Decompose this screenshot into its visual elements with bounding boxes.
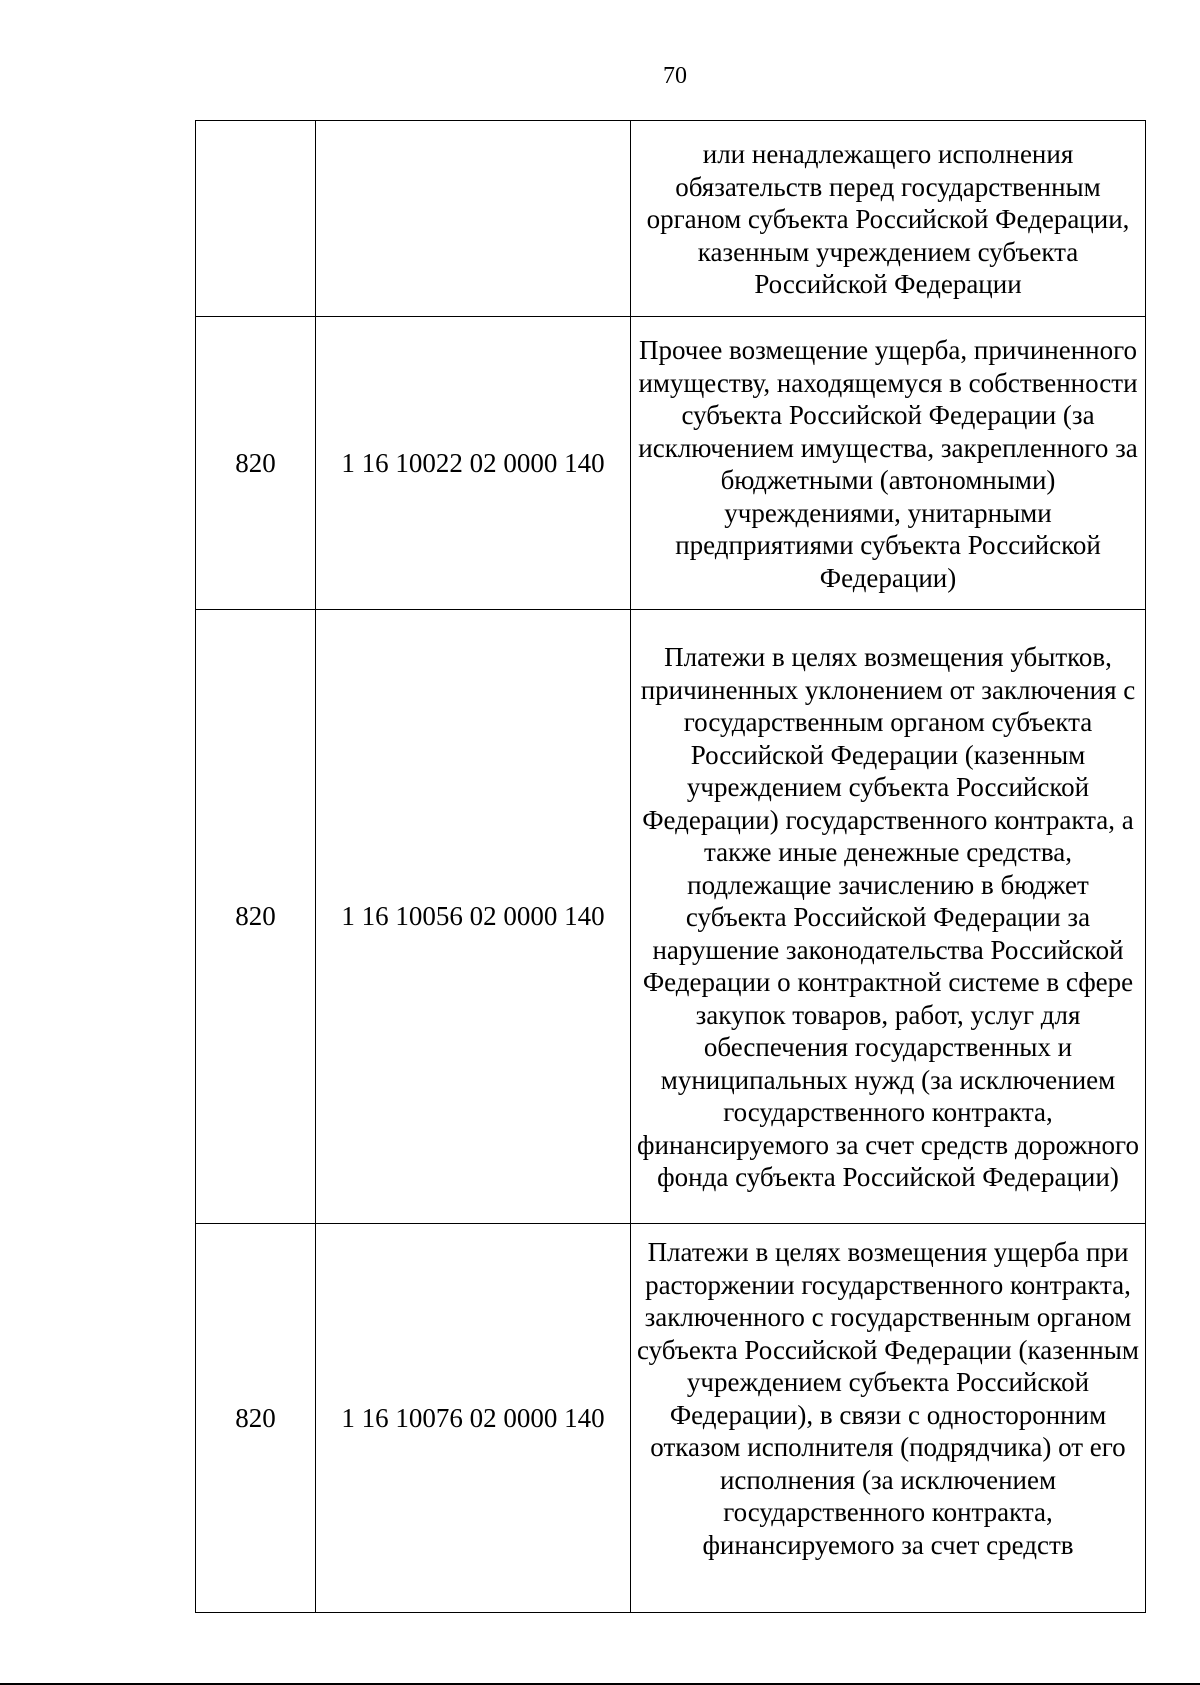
admin-code-cell: 820 [196,1224,316,1613]
table-row [196,121,1146,317]
budget-code-cell: 1 16 10022 02 0000 140 [316,317,631,610]
budget-codes-table [195,120,1146,1613]
budget-code-cell: 1 16 10076 02 0000 140 [316,1224,631,1613]
admin-code-cell: 820 [196,610,316,1224]
table-row [196,317,1146,610]
page-number: 70 [663,63,687,89]
description-cell: или ненадлежащего исполнения обязательств перед государственным органом субъекта Российской Федерации, казенным учреждением субъекта Российской Федерации [631,121,1146,317]
budget-code-cell [316,121,631,317]
budget-code-cell: 1 16 10056 02 0000 140 [316,610,631,1224]
table-row [196,610,1146,1224]
description-cell: Платежи в целях возмещения убытков, причиненных уклонением от заключения с государственным органом субъекта Российской Федерации (казенным учреждением субъекта Российской Федерации) государственного контракта, а также иные денежные средства, подлежащие зачислению в бюджет субъекта Российской Федерации за нарушение законодательства Российской Федерации о контрактной системе в сфере закупок товаров, работ, услуг для обеспечения государственных и муниципальных нужд (за исключением государственного контракта, финансируемого за счет средств дорожного фонда субъекта Российской Федерации) [631,610,1146,1224]
description-cell: Платежи в целях возмещения ущерба при расторжении государственного контракта, заключенного с государственным органом субъекта Российской Федерации (казенным учреждением субъекта Российской Федерации), в связи с односторонним отказом исполнителя (подрядчика) от его исполнения (за исключением государственного контракта, финансируемого за счет средств [631,1224,1146,1613]
admin-code-cell [196,121,316,317]
table-row [196,1224,1146,1613]
admin-code-cell: 820 [196,317,316,610]
description-cell: Прочее возмещение ущерба, причиненного имуществу, находящемуся в собственности субъекта Российской Федерации (за исключением имущества, закрепленного за бюджетными (автономными) учреждениями, унитарными предприятиями субъекта Российской Федерации) [631,317,1146,610]
